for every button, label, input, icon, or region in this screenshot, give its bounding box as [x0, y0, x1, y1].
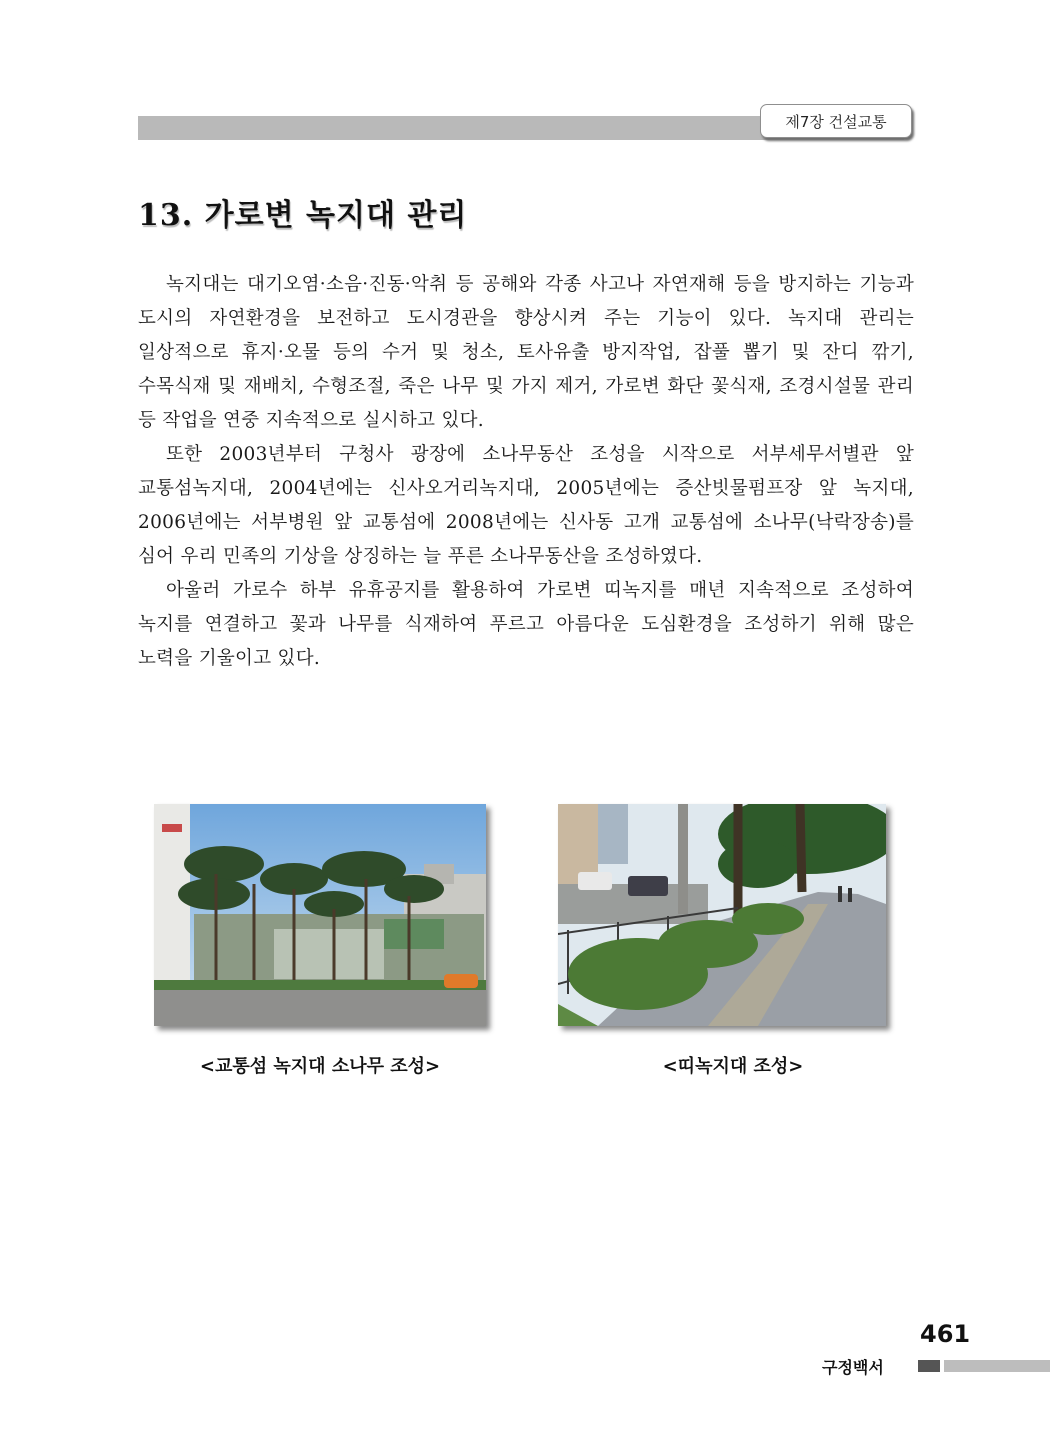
photo-green-belt-sidewalk: [558, 804, 886, 1026]
chapter-tab: [760, 104, 912, 138]
page-number: 461: [920, 1320, 971, 1348]
footer-bar-light: [944, 1360, 1050, 1372]
figure-caption-2: <띠녹지대 조성>: [662, 1056, 804, 1077]
figure-caption-1: <교통섬 녹지대 소나무 조성>: [199, 1056, 441, 1077]
paragraph-1: 녹지대는 대기오염·소음·진동·악취 등 공해와 각종 사고나 자연재해 등을 방지하는 기능과 도시의 자연환경을 보전하고 도시경관을 향상시켜 주는 기능이 있다. 녹지대 관리는 일상적으로 휴지·오물 등의 수거 및 청소, 토사유출 방지작업, 잡풀 뽑기 및 잔디 깎기, 수목식재 및 재배치, 수형조절, 죽은 나무 및 가지 제거, 가로변 화단 꽃식재, 조경시설물 관리 등 작업을 연중 지속적으로 실시하고 있다.: [138, 274, 914, 431]
paragraph-3: 아울러 가로수 하부 유휴공지를 활용하여 가로변 띠녹지를 매년 지속적으로 조성하여 녹지를 연결하고 꽃과 나무를 식재하여 푸르고 아름다운 도심환경을 조성하기 위해 많은 노력을 기울이고 있다.: [138, 580, 914, 669]
section-title: 13. 가로변 녹지대 관리: [138, 198, 468, 233]
paragraph-2: 또한 2003년부터 구청사 광장에 소나무동산 조성을 시작으로 서부세무서별관 앞 교통섬녹지대, 2004년에는 신사오거리녹지대, 2005년에는 증산빗물펌프장 앞 녹지대, 2006년에는 서부병원 앞 교통섬에 2008년에는 신사동 고개 교통섬에 소나무(낙락장송)를 심어 우리 민족의 기상을 상징하는 늘 푸른 소나무동산을 조성하였다.: [138, 444, 914, 567]
chapter-label: 제7장 건설교통: [785, 112, 887, 131]
footer-bar-dark: [918, 1360, 940, 1372]
book-title: 구정백서: [822, 1358, 884, 1377]
body-text: [138, 268, 914, 676]
photo-traffic-island-pines: [154, 804, 486, 1026]
